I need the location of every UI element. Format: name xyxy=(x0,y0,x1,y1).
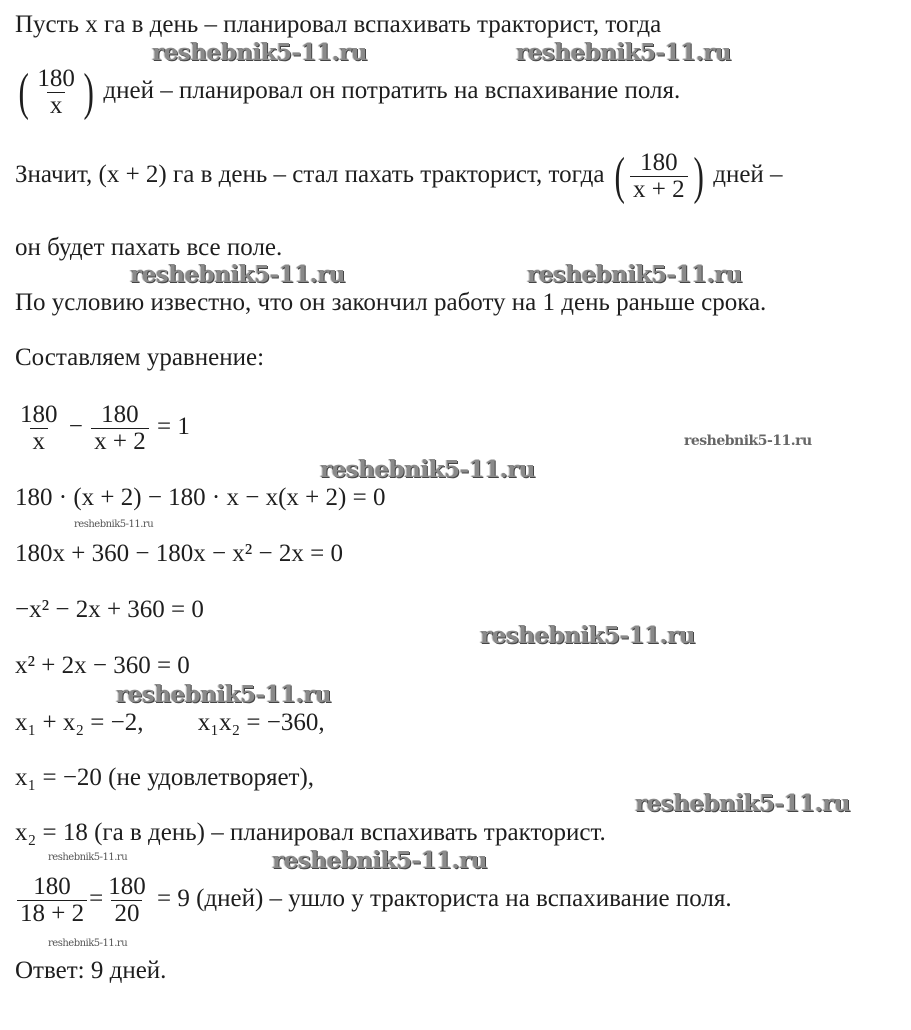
equation-1 xyxy=(15,402,190,455)
operator: − xyxy=(68,413,83,441)
denominator: x xyxy=(47,92,66,119)
denominator: 18 + 2 xyxy=(17,900,87,927)
equation-rhs: = 9 (дней) – ушло у тракториста на вспахивание поля. xyxy=(156,885,732,913)
line-intro: Пусть x га в день – планировал вспахивать тракторист, тогда xyxy=(15,11,662,38)
watermark: reshebnik5-11.ru xyxy=(74,519,154,530)
numerator: 180 xyxy=(101,401,139,428)
paren-open: ( xyxy=(18,63,29,121)
line-text: дней – xyxy=(713,161,783,189)
fraction xyxy=(91,402,149,455)
fraction xyxy=(17,874,87,927)
operator: = xyxy=(89,885,104,913)
numerator: 180 xyxy=(108,873,146,900)
equation-rhs: = 1 xyxy=(156,413,190,441)
watermark: reshebnik5-11.ru xyxy=(272,847,487,874)
numerator: 180 xyxy=(640,149,678,176)
line-condition: По условию известно, что он закончил работу на 1 день раньше срока. xyxy=(15,289,767,316)
watermark: reshebnik5-11.ru xyxy=(48,938,128,949)
equation-5: x² + 2x − 360 = 0 xyxy=(15,652,190,679)
equation-3: 180x + 360 − 180x − x² − 2x = 0 xyxy=(15,540,343,567)
equation-root-2: x₂ = 18 (га в день) – планировал вспахивать тракторист. xyxy=(15,819,606,846)
denominator: x xyxy=(30,428,49,455)
line-text: дней – планировал он потратить на вспахивание поля. xyxy=(103,77,681,105)
equation-2: 180 · (x + 2) − 180 · x − x(x + 2) = 0 xyxy=(15,484,386,511)
watermark: reshebnik5-11.ru xyxy=(152,39,367,66)
line-compose: Составляем уравнение: xyxy=(15,344,265,371)
numerator: 180 xyxy=(37,65,75,92)
paren-close: ) xyxy=(693,147,704,205)
equation-days xyxy=(15,874,732,927)
line-text: Значит, (x + 2) га в день – стал пахать тракторист, тогда xyxy=(15,161,605,189)
watermark: reshebnik5-11.ru xyxy=(684,433,812,449)
paren-open: ( xyxy=(614,147,625,205)
line-whole-field: он будет пахать все поле. xyxy=(15,234,283,261)
watermark: reshebnik5-11.ru xyxy=(130,261,345,288)
line-planned-days xyxy=(15,63,681,121)
watermark: reshebnik5-11.ru xyxy=(48,852,128,863)
equation-root-1: x₁ = −20 (не удовлетворяет), xyxy=(15,764,315,791)
denominator: 20 xyxy=(111,900,142,927)
watermark: reshebnik5-11.ru xyxy=(116,681,331,708)
denominator: x + 2 xyxy=(91,428,149,455)
answer: Ответ: 9 дней. xyxy=(15,957,167,984)
equation-vieta xyxy=(15,708,325,738)
watermark: reshebnik5-11.ru xyxy=(635,790,850,817)
numerator: 180 xyxy=(33,873,71,900)
watermark: reshebnik5-11.ru xyxy=(320,456,535,483)
fraction xyxy=(17,402,61,455)
fraction-180-x-plus-2 xyxy=(630,150,688,203)
line-new-rate xyxy=(15,147,783,205)
paren-close: ) xyxy=(83,63,94,121)
fraction xyxy=(105,874,149,927)
fraction-180-x xyxy=(34,66,78,119)
equation-4: −x² − 2x + 360 = 0 xyxy=(15,596,204,623)
vieta-product: x₁x₂ = −360, xyxy=(197,709,325,736)
watermark: reshebnik5-11.ru xyxy=(516,39,731,66)
watermark: reshebnik5-11.ru xyxy=(527,261,742,288)
vieta-sum: x₁ + x₂ = −2, xyxy=(15,709,144,736)
denominator: x + 2 xyxy=(630,176,688,203)
watermark: reshebnik5-11.ru xyxy=(480,622,695,649)
numerator: 180 xyxy=(20,401,58,428)
